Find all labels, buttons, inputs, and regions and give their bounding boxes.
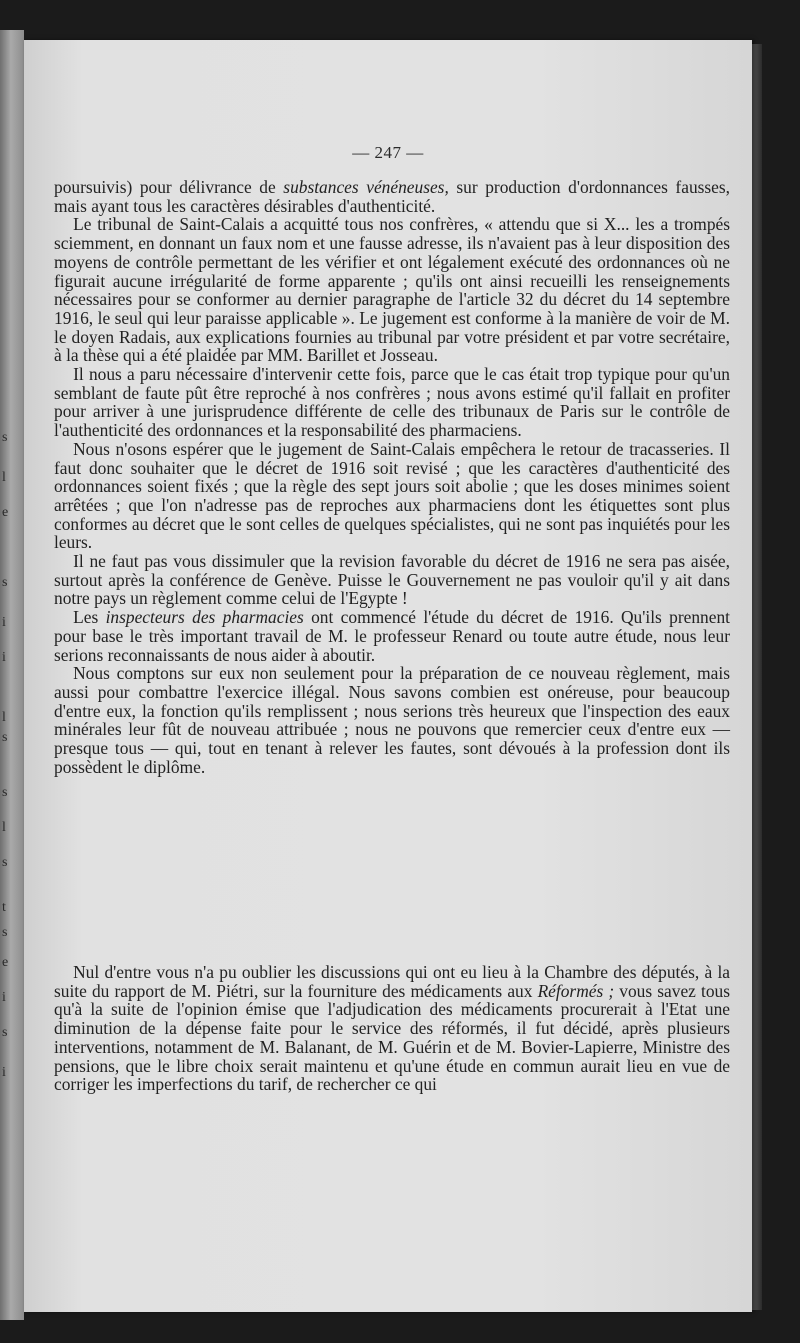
text-run: vous savez tous qu'à la suite de l'opinion émise que l'adjudication des médicaments procurerait à l'Etat une diminution de la dépense faite pour le service des réformés, il fut décidé, après plusieurs interventions, notamment de M. Balanant, de M. Guérin et de M. Bovier-Lapierre, Ministre des pensions, que le libre choix serait maintenu et qu'une étude en commun aurait lieu en vue de corriger les imperfections du tarif, de rechercher ce qui [54, 980, 731, 1095]
italic-term: inspecteurs des pharmacies [105, 607, 304, 628]
italic-term: Réformés ; [537, 980, 615, 1001]
book-page [24, 40, 752, 1312]
text-section-2 [54, 963, 730, 1094]
fragment-letter: i [2, 990, 6, 1005]
paragraph [54, 963, 730, 1094]
fragment-letter: i [2, 615, 6, 630]
fragment-letter: l [2, 710, 6, 725]
italic-term: substances vénéneuses, [283, 177, 449, 197]
fragment-letter: l [2, 470, 6, 485]
paragraph: Le tribunal de Saint-Calais a acquitté tous nos confrères, « attendu que si X... les a trompés sciemment, en donnant un faux nom et une fausse adresse, ils n'avaient pas à leur disposition des moyens de contrôle permettant de les vérifier et ont légalement exécuté des ordonnances où ne figurait aucune irrégularité de forme apparente ; qu'ils ont ainsi recueilli les renseignements nécessaires pour se conformer au dernier paragraphe de l'article 32 du décret du 14 septembre 1916, le seul qui leur paraisse applicable ». Le jugement est conforme à la manière de voir de M. le doyen Radais, aux explications fournies au tribunal par votre président et par votre secrétaire, à la thèse qui a été plaidée par MM. Barillet et Josseau. [54, 214, 730, 366]
page-number: — 247 — [352, 143, 424, 162]
fragment-letter: t [2, 900, 6, 915]
text-run: sur production d'ordonnances fausses, mais ayant tous les caractères désirables d'authenticité. [54, 177, 731, 216]
paragraph: Nous n'osons espérer que le jugement de Saint-Calais empêchera le retour de tracasseries. Il faut donc souhaiter que le décret de 1916 soit revisé ; que les caractères d'authenticité des ordonnances soient fixés ; que la règle des sept jours soit abolie ; que les doses minimes soient arrêtées ; que l'on n'adresse pas de reproches aux pharmaciens dont les étiquettes sont plus conformes au décret que le sont celles de quelques spécialistes, qui ne sont pas inquiétés pour les leurs. [54, 438, 730, 553]
fragment-letter: i [2, 1065, 6, 1080]
fragment-letter: s [2, 925, 8, 940]
paragraph: Il nous a paru nécessaire d'intervenir cette fois, parce que le cas était trop typique pour qu'un semblant de faute pût être reproché à nos confrères ; nous avons estimé qu'il fallait en profiter pour arriver à une jurisprudence différente de celle des tribunaux de Paris sur le contrôle de l'authenticité des ordonnances et la responsabilité des pharmaciens. [54, 364, 730, 441]
fragment-letter: s [2, 1025, 8, 1040]
fragment-letter: e [2, 955, 9, 970]
text-section-1 [54, 178, 730, 777]
previous-page-text-fragments [0, 30, 24, 1320]
text-run: Les [73, 607, 106, 628]
fragment-letter: s [2, 785, 8, 800]
fragment-letter: e [2, 505, 9, 520]
paragraph [54, 608, 730, 664]
fragment-letter: i [2, 650, 6, 665]
paragraph-continuation [54, 178, 730, 215]
fragment-letter: l [2, 820, 6, 835]
page-right-edge-shadow [752, 44, 762, 1310]
paragraph: Il ne faut pas vous dissimuler que la revision favorable du décret de 1916 ne sera pas aisée, surtout après la conférence de Genève. Puisse le Gouvernement ne pas vouloir qu'il y ait dans notre pays un règlement comme celui de l'Egypte ! [54, 551, 730, 609]
fragment-letter: s [2, 855, 8, 870]
paragraph: Nous comptons sur eux non seulement pour la préparation de ce nouveau règlement, mais aussi pour combattre l'exercice illégal. Nous savons combien est onéreuse, pour beaucoup d'entre eux, la fonction qu'ils remplissent ; nous serions très heureux que l'inspection des eaux minérales leur fût de nouveau attribuée ; nous ne pouvons que remercier ceux d'entre eux — presque tous — qui, tout en tenant à relever les fautes, sont dévoués à la profession dont ils possèdent le diplôme. [54, 663, 730, 777]
text-run: ont commencé l'étude du décret de 1916. Qu'ils prennent pour base le très important travail de M. le professeur Renard ou toute autre étude, nous leur serions reconnaissants de nous aider à aboutir. [54, 607, 730, 665]
fragment-letter: s [2, 575, 8, 590]
text-run: poursuivis) pour délivrance de [54, 177, 284, 197]
fragment-letter: s [2, 730, 8, 745]
text-run: Nul d'entre vous n'a pu oublier les discussions qui ont eu lieu à la Chambre des députés, à la suite du rapport de M. Piétri, sur la fourniture des médicaments aux [54, 962, 730, 1001]
fragment-letter: s [2, 430, 8, 445]
